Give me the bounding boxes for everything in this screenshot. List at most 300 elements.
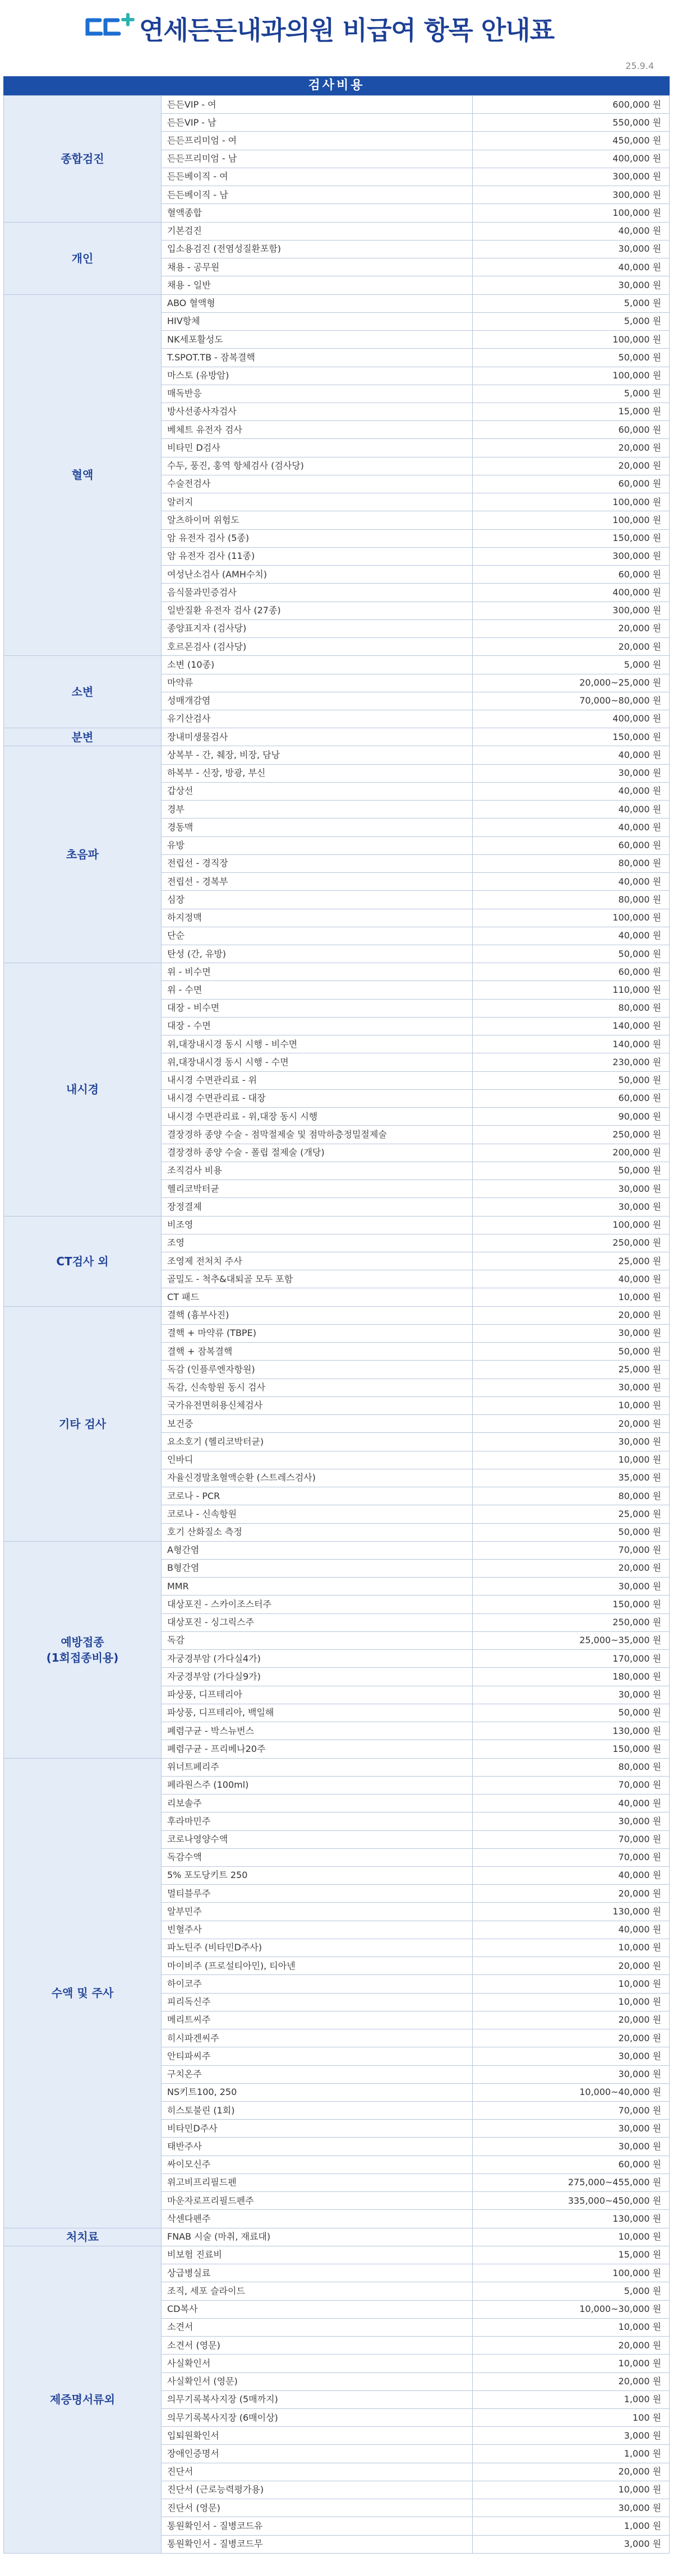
item-price: 70,000 원 <box>473 1830 670 1848</box>
item-name: 의무기록복사지장 (5매까지) <box>162 2390 473 2408</box>
item-price: 100 원 <box>473 2409 670 2427</box>
item-price: 10,000 원 <box>473 1396 670 1414</box>
item-price: 130,000 원 <box>473 1722 670 1740</box>
item-price: 200,000 원 <box>473 1144 670 1162</box>
item-name: 갑상선 <box>162 782 473 800</box>
item-price: 10,000 원 <box>473 1975 670 1993</box>
item-price: 25,000~35,000 원 <box>473 1631 670 1649</box>
item-name: 비조영 <box>162 1216 473 1234</box>
table-row <box>4 656 670 674</box>
item-price: 600,000 원 <box>473 96 670 114</box>
item-price: 40,000 원 <box>473 927 670 945</box>
item-name: 결장경하 종양 수술 - 점막절제술 및 점막하층정밀절제술 <box>162 1126 473 1144</box>
item-price: 1,000 원 <box>473 2517 670 2535</box>
item-price: 40,000 원 <box>473 1795 670 1812</box>
item-name: 전립선 - 경복부 <box>162 873 473 891</box>
item-price: 230,000 원 <box>473 1053 670 1071</box>
item-price: 40,000 원 <box>473 782 670 800</box>
item-name: 채용 - 일반 <box>162 276 473 294</box>
item-name: 멀티블루주 <box>162 1885 473 1903</box>
item-name: 방사선종사자검사 <box>162 403 473 420</box>
item-price: 50,000 원 <box>473 349 670 367</box>
item-name: T.SPOT.TB - 잠복결핵 <box>162 349 473 367</box>
item-price: 50,000 원 <box>473 1071 670 1089</box>
item-price: 20,000 원 <box>473 2011 670 2029</box>
item-price: 15,000 원 <box>473 403 670 420</box>
category-label: CT검사 외 <box>4 1216 162 1306</box>
item-price: 100,000 원 <box>473 493 670 511</box>
item-name: 구치온주 <box>162 2065 473 2083</box>
item-name: 내시경 수면관리료 - 대장 <box>162 1089 473 1107</box>
item-price: 20,000 원 <box>473 2029 670 2047</box>
category-label: 소변 <box>4 656 162 728</box>
item-name: 대장 - 수면 <box>162 1017 473 1035</box>
item-name: 든든베이직 - 남 <box>162 186 473 204</box>
item-name: 대장 - 비수면 <box>162 999 473 1017</box>
item-price: 20,000 원 <box>473 1885 670 1903</box>
item-price: 20,000 원 <box>473 1957 670 1975</box>
item-name: 조영제 전처치 주사 <box>162 1252 473 1270</box>
item-price: 130,000 원 <box>473 1903 670 1921</box>
item-price: 20,000 원 <box>473 457 670 475</box>
item-name: 위,대장내시경 동시 시행 - 비수면 <box>162 1035 473 1053</box>
item-price: 10,000 원 <box>473 1993 670 2011</box>
item-name: 전립선 - 경직장 <box>162 854 473 872</box>
item-name: 요소호기 (헬리코박터균) <box>162 1433 473 1451</box>
table-row <box>4 294 670 312</box>
item-name: 폐렴구균 - 프리베나20주 <box>162 1740 473 1758</box>
item-name: 암 유전자 검사 (11종) <box>162 547 473 565</box>
item-price: 1,000 원 <box>473 2390 670 2408</box>
item-name: 마약류 <box>162 674 473 692</box>
item-name: 하이코주 <box>162 1975 473 1993</box>
item-price: 5,000 원 <box>473 656 670 674</box>
header <box>0 0 673 54</box>
item-price: 10,000~30,000 원 <box>473 2300 670 2318</box>
item-name: 파노틴주 (비타민D주사) <box>162 1939 473 1957</box>
item-name: 독감, 신속항원 동시 검사 <box>162 1379 473 1396</box>
table-row <box>4 1541 670 1559</box>
item-price: 70,000 원 <box>473 1541 670 1559</box>
item-name: 결장경하 종양 수술 - 폴립 절제술 (개당) <box>162 1144 473 1162</box>
item-price: 5,000 원 <box>473 2282 670 2300</box>
item-price: 30,000 원 <box>473 2499 670 2517</box>
category-label: 내시경 <box>4 963 162 1216</box>
item-name: 소변 (10종) <box>162 656 473 674</box>
item-name: 마운자로프리필드펜주 <box>162 2192 473 2210</box>
item-price: 300,000 원 <box>473 547 670 565</box>
item-price: 100,000 원 <box>473 204 670 222</box>
item-name: CT 패드 <box>162 1288 473 1306</box>
category-label: 개인 <box>4 222 162 294</box>
item-price: 30,000 원 <box>473 240 670 258</box>
item-name: 매독반응 <box>162 385 473 403</box>
item-name: 헬리코박터균 <box>162 1180 473 1198</box>
table-row <box>4 1216 670 1234</box>
item-name: 코로나 - PCR <box>162 1487 473 1505</box>
item-name: 자궁경부암 (가다실9가) <box>162 1668 473 1686</box>
item-name: ABO 혈액형 <box>162 294 473 312</box>
table-row <box>4 728 670 746</box>
table-row <box>4 222 670 240</box>
table-row <box>4 1306 670 1324</box>
item-name: 후라마민주 <box>162 1812 473 1830</box>
item-price: 100,000 원 <box>473 909 670 927</box>
item-name: NS키트100, 250 <box>162 2083 473 2101</box>
item-name: 폐렴구균 - 박스뉴번스 <box>162 1722 473 1740</box>
item-name: 태반주사 <box>162 2138 473 2156</box>
item-price: 250,000 원 <box>473 1613 670 1631</box>
item-price: 110,000 원 <box>473 981 670 999</box>
item-name: 페라원스주 (100ml) <box>162 1776 473 1794</box>
item-price: 40,000 원 <box>473 1866 670 1884</box>
item-price: 40,000 원 <box>473 746 670 764</box>
item-price: 30,000 원 <box>473 1686 670 1704</box>
item-price: 140,000 원 <box>473 1035 670 1053</box>
item-price: 100,000 원 <box>473 511 670 529</box>
category-label: 제증명서류외 <box>4 2246 162 2553</box>
item-price: 300,000 원 <box>473 168 670 186</box>
item-price: 300,000 원 <box>473 602 670 619</box>
item-name: NK세포활성도 <box>162 331 473 349</box>
item-price: 20,000~25,000 원 <box>473 674 670 692</box>
item-price: 10,000 원 <box>473 1939 670 1957</box>
table-row <box>4 96 670 114</box>
item-price: 30,000 원 <box>473 2120 670 2138</box>
item-price: 1,000 원 <box>473 2445 670 2463</box>
item-price: 100,000 원 <box>473 1216 670 1234</box>
item-name: 진단서 <box>162 2463 473 2481</box>
item-price: 30,000 원 <box>473 1324 670 1342</box>
item-price: 30,000 원 <box>473 764 670 782</box>
item-price: 10,000~40,000 원 <box>473 2083 670 2101</box>
item-name: 골밀도 - 척추&대퇴골 모두 포함 <box>162 1270 473 1288</box>
item-name: 5% 포도당키트 250 <box>162 1866 473 1884</box>
item-price: 80,000 원 <box>473 891 670 909</box>
item-name: 수두, 풍진, 홍역 항체검사 (검사당) <box>162 457 473 475</box>
item-name: 코로나영양수액 <box>162 1830 473 1848</box>
item-name: 소견서 (영문) <box>162 2337 473 2355</box>
item-name: 상급병실료 <box>162 2264 473 2282</box>
item-name: 기본검진 <box>162 222 473 240</box>
item-price: 70,000~80,000 원 <box>473 692 670 710</box>
item-name: CD복사 <box>162 2300 473 2318</box>
item-name: 파상풍, 디프테리아, 백일해 <box>162 1704 473 1722</box>
item-price: 300,000 원 <box>473 186 670 204</box>
table-row <box>4 1758 670 1776</box>
item-name: 일반질환 유전자 검사 (27종) <box>162 602 473 619</box>
item-price: 40,000 원 <box>473 873 670 891</box>
table-row <box>4 2246 670 2264</box>
item-price: 400,000 원 <box>473 150 670 168</box>
item-price: 50,000 원 <box>473 1704 670 1722</box>
price-sheet <box>3 76 670 2554</box>
item-name: 파상풍, 디프테리아 <box>162 1686 473 1704</box>
item-price: 450,000 원 <box>473 132 670 150</box>
item-name: 삭센다펜주 <box>162 2210 473 2228</box>
clinic-logo-icon <box>84 12 135 46</box>
item-price: 130,000 원 <box>473 2210 670 2228</box>
item-price: 90,000 원 <box>473 1108 670 1126</box>
revision-date: 25.9.4 <box>625 61 654 71</box>
item-name: 조직, 세포 슬라이드 <box>162 2282 473 2300</box>
item-name: 유방 <box>162 836 473 854</box>
item-name: 대상포진 - 스카이조스터주 <box>162 1595 473 1613</box>
item-name: 조영 <box>162 1234 473 1252</box>
item-name: 진단서 (근로능력평가용) <box>162 2481 473 2499</box>
item-name: 보건증 <box>162 1415 473 1433</box>
item-name: 단순 <box>162 927 473 945</box>
item-name: FNAB 시술 (마취, 재료대) <box>162 2228 473 2246</box>
item-price: 150,000 원 <box>473 728 670 746</box>
item-name: 혈액종합 <box>162 204 473 222</box>
item-price: 60,000 원 <box>473 963 670 981</box>
item-name: 수술전검사 <box>162 475 473 493</box>
item-price: 60,000 원 <box>473 836 670 854</box>
item-name: 종양표지자 (검사당) <box>162 619 473 637</box>
item-price: 250,000 원 <box>473 1234 670 1252</box>
category-label: 혈액 <box>4 294 162 656</box>
item-name: 국가유전면허용신체검사 <box>162 1396 473 1414</box>
item-name: 소견서 <box>162 2318 473 2336</box>
section-header: 검사비용 <box>3 76 670 95</box>
item-name: 리보솔주 <box>162 1795 473 1812</box>
item-price: 60,000 원 <box>473 566 670 584</box>
item-price: 80,000 원 <box>473 1758 670 1776</box>
item-name: 사실확인서 (영문) <box>162 2372 473 2390</box>
item-name: 채용 - 공무원 <box>162 258 473 276</box>
item-name: 입소용검진 (전염성질환포함) <box>162 240 473 258</box>
item-price: 5,000 원 <box>473 294 670 312</box>
item-name: 내시경 수면관리료 - 위 <box>162 1071 473 1089</box>
item-price: 40,000 원 <box>473 258 670 276</box>
item-name: 사실확인서 <box>162 2355 473 2372</box>
item-price: 80,000 원 <box>473 999 670 1017</box>
item-name: 비타민D주사 <box>162 2120 473 2138</box>
item-name: 의무기록복사지장 (6매이상) <box>162 2409 473 2427</box>
item-price: 100,000 원 <box>473 2264 670 2282</box>
item-price: 250,000 원 <box>473 1126 670 1144</box>
item-name: 장정결제 <box>162 1198 473 1216</box>
item-price: 50,000 원 <box>473 945 670 963</box>
item-price: 20,000 원 <box>473 2372 670 2390</box>
item-name: 든든프리미엄 - 남 <box>162 150 473 168</box>
item-price: 40,000 원 <box>473 801 670 818</box>
item-name: 심장 <box>162 891 473 909</box>
item-price: 20,000 원 <box>473 2337 670 2355</box>
item-name: 장애인증명서 <box>162 2445 473 2463</box>
item-name: 비보험 진료비 <box>162 2246 473 2264</box>
item-price: 70,000 원 <box>473 1776 670 1794</box>
item-name: 탄성 (간, 유방) <box>162 945 473 963</box>
item-name: 빈혈주사 <box>162 1921 473 1939</box>
item-price: 60,000 원 <box>473 475 670 493</box>
item-name: 마이비주 (프로설티아민), 티아넨 <box>162 1957 473 1975</box>
item-name: 든든베이직 - 여 <box>162 168 473 186</box>
item-price: 30,000 원 <box>473 1812 670 1830</box>
category-label: 초음파 <box>4 746 162 963</box>
category-label: 수액 및 주사 <box>4 1758 162 2228</box>
item-price: 30,000 원 <box>473 1379 670 1396</box>
item-name: 조직검사 비용 <box>162 1162 473 1180</box>
item-price: 5,000 원 <box>473 385 670 403</box>
item-price: 30,000 원 <box>473 1180 670 1198</box>
item-name: 히시파겐씨주 <box>162 2029 473 2047</box>
item-name: 진단서 (영문) <box>162 2499 473 2517</box>
item-price: 10,000 원 <box>473 2228 670 2246</box>
item-name: 안티파씨주 <box>162 2047 473 2065</box>
item-price: 20,000 원 <box>473 2463 670 2481</box>
item-name: 통원확인서 - 질병코드유 <box>162 2517 473 2535</box>
item-name: 비타민 D검사 <box>162 439 473 457</box>
item-name: 든든VIP - 남 <box>162 114 473 132</box>
item-name: 호기 산화질소 측정 <box>162 1523 473 1541</box>
item-price: 180,000 원 <box>473 1668 670 1686</box>
item-name: 암 유전자 검사 (5종) <box>162 529 473 547</box>
item-name: 통원확인서 - 질병코드무 <box>162 2535 473 2553</box>
item-price: 20,000 원 <box>473 1306 670 1324</box>
item-price: 70,000 원 <box>473 1848 670 1866</box>
item-name: 독감 (인플루엔자항원) <box>162 1361 473 1379</box>
item-price: 30,000 원 <box>473 2138 670 2156</box>
item-name: 경부 <box>162 801 473 818</box>
item-price: 10,000 원 <box>473 1451 670 1469</box>
item-price: 20,000 원 <box>473 1415 670 1433</box>
item-name: 위고비프리필드펜 <box>162 2173 473 2191</box>
item-price: 10,000 원 <box>473 1288 670 1306</box>
item-name: 음식물과민증검사 <box>162 584 473 602</box>
item-price: 20,000 원 <box>473 619 670 637</box>
item-price: 400,000 원 <box>473 584 670 602</box>
item-price: 25,000 원 <box>473 1361 670 1379</box>
category-label: 기타 검사 <box>4 1306 162 1541</box>
item-name: 하복부 - 신장, 방광, 부신 <box>162 764 473 782</box>
item-price: 40,000 원 <box>473 222 670 240</box>
item-price: 20,000 원 <box>473 1559 670 1577</box>
item-price: 400,000 원 <box>473 710 670 728</box>
item-name: 피리독신주 <box>162 1993 473 2011</box>
item-price: 150,000 원 <box>473 1595 670 1613</box>
item-name: 상복부 - 간, 췌장, 비장, 담낭 <box>162 746 473 764</box>
item-price: 60,000 원 <box>473 1089 670 1107</box>
item-price: 170,000 원 <box>473 1650 670 1668</box>
item-name: 히스토불린 (1회) <box>162 2102 473 2120</box>
item-price: 60,000 원 <box>473 2156 670 2173</box>
item-name: 코로나 - 신속항원 <box>162 1505 473 1523</box>
item-name: 위 - 수면 <box>162 981 473 999</box>
item-name: 싸이모신주 <box>162 2156 473 2173</box>
item-name: 독감 <box>162 1631 473 1649</box>
item-name: 장내미생물검사 <box>162 728 473 746</box>
item-price: 150,000 원 <box>473 1740 670 1758</box>
page-title: 연세든든내과의원 비급여 항목 안내표 <box>139 15 555 45</box>
item-name: MMR <box>162 1578 473 1595</box>
item-name: 유기산검사 <box>162 710 473 728</box>
item-price: 10,000 원 <box>473 2318 670 2336</box>
item-name: 결핵 + 마약류 (TBPE) <box>162 1324 473 1342</box>
item-price: 40,000 원 <box>473 818 670 836</box>
item-name: 위 - 비수면 <box>162 963 473 981</box>
item-price: 100,000 원 <box>473 367 670 385</box>
item-price: 25,000 원 <box>473 1505 670 1523</box>
item-name: 알츠하이머 위험도 <box>162 511 473 529</box>
item-price: 20,000 원 <box>473 439 670 457</box>
item-price: 335,000~450,000 원 <box>473 2192 670 2210</box>
item-name: 독감수액 <box>162 1848 473 1866</box>
item-name: 자궁경부암 (가다실4가) <box>162 1650 473 1668</box>
item-name: A형간염 <box>162 1541 473 1559</box>
item-price: 30,000 원 <box>473 1578 670 1595</box>
item-name: 결핵 (흉부사진) <box>162 1306 473 1324</box>
item-price: 15,000 원 <box>473 2246 670 2264</box>
item-name: 마스토 (유방암) <box>162 367 473 385</box>
item-name: 대상포진 - 싱그릭스주 <box>162 1613 473 1631</box>
item-name: 든든프리미엄 - 여 <box>162 132 473 150</box>
item-name: 알부민주 <box>162 1903 473 1921</box>
price-table <box>3 95 670 2554</box>
item-price: 5,000 원 <box>473 312 670 330</box>
item-price: 50,000 원 <box>473 1523 670 1541</box>
item-price: 80,000 원 <box>473 854 670 872</box>
category-label: 분변 <box>4 728 162 746</box>
item-price: 3,000 원 <box>473 2535 670 2553</box>
item-price: 30,000 원 <box>473 1198 670 1216</box>
item-name: 하지정맥 <box>162 909 473 927</box>
item-name: B형간염 <box>162 1559 473 1577</box>
item-name: 호르몬검사 (검사당) <box>162 638 473 656</box>
item-name: HIV항체 <box>162 312 473 330</box>
item-name: 위너트페리주 <box>162 1758 473 1776</box>
item-name: 메리트씨주 <box>162 2011 473 2029</box>
item-price: 70,000 원 <box>473 2102 670 2120</box>
item-name: 자율신경말초혈액순환 (스트레스검사) <box>162 1469 473 1487</box>
item-name: 경동맥 <box>162 818 473 836</box>
table-row <box>4 963 670 981</box>
item-price: 3,000 원 <box>473 2427 670 2445</box>
item-price: 40,000 원 <box>473 1921 670 1939</box>
category-label: 종합검진 <box>4 96 162 223</box>
item-name: 여성난소검사 (AMH수치) <box>162 566 473 584</box>
item-price: 30,000 원 <box>473 2065 670 2083</box>
item-price: 20,000 원 <box>473 638 670 656</box>
item-price: 275,000~455,000 원 <box>473 2173 670 2191</box>
table-row <box>4 2228 670 2246</box>
item-name: 베체트 유전자 검사 <box>162 421 473 439</box>
item-name: 위,대장내시경 동시 시행 - 수면 <box>162 1053 473 1071</box>
category-label: 예방접종 (1회접종비용) <box>4 1541 162 1758</box>
item-price: 30,000 원 <box>473 276 670 294</box>
item-price: 40,000 원 <box>473 1270 670 1288</box>
item-price: 30,000 원 <box>473 2047 670 2065</box>
item-price: 60,000 원 <box>473 421 670 439</box>
item-price: 50,000 원 <box>473 1343 670 1361</box>
item-name: 성매개감염 <box>162 692 473 710</box>
item-price: 35,000 원 <box>473 1469 670 1487</box>
item-price: 100,000 원 <box>473 331 670 349</box>
item-price: 10,000 원 <box>473 2355 670 2372</box>
item-name: 결핵 + 잠복결핵 <box>162 1343 473 1361</box>
item-name: 알러지 <box>162 493 473 511</box>
item-price: 10,000 원 <box>473 2481 670 2499</box>
item-price: 30,000 원 <box>473 1433 670 1451</box>
item-price: 140,000 원 <box>473 1017 670 1035</box>
item-name: 인바디 <box>162 1451 473 1469</box>
item-price: 150,000 원 <box>473 529 670 547</box>
item-price: 25,000 원 <box>473 1252 670 1270</box>
category-label: 처치료 <box>4 2228 162 2246</box>
table-row <box>4 746 670 764</box>
item-name: 든든VIP - 여 <box>162 96 473 114</box>
